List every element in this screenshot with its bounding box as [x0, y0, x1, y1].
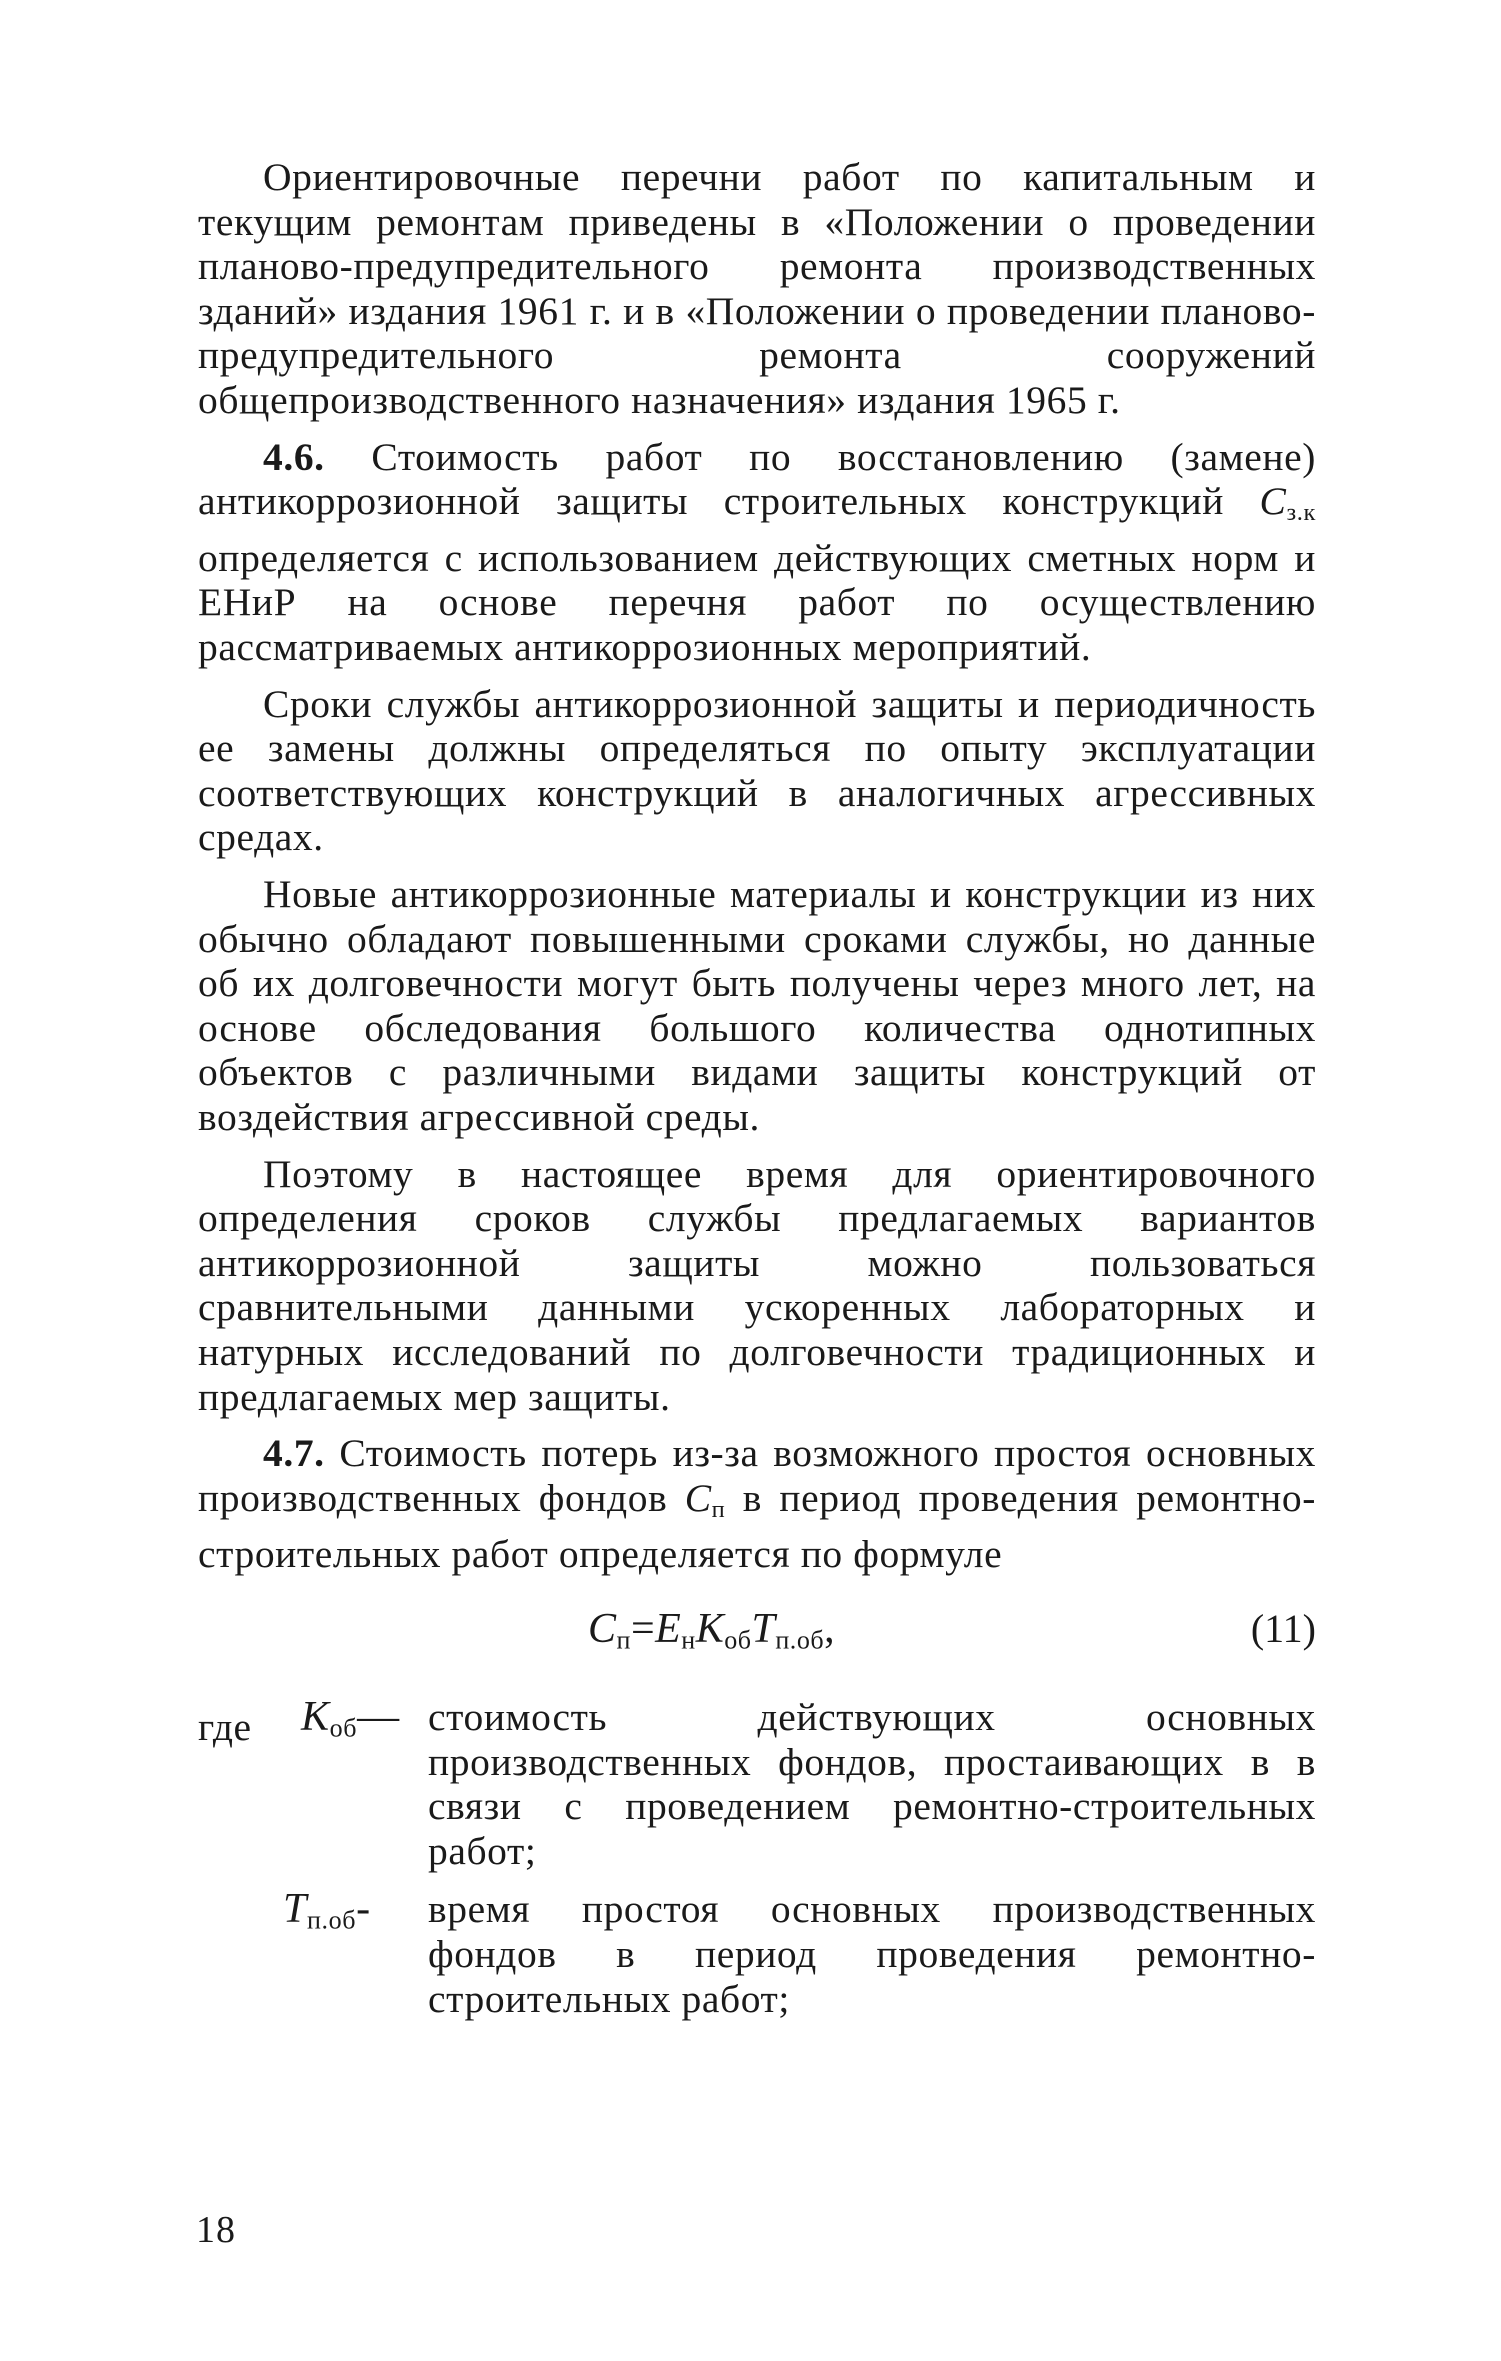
definition-text: стоимость действующих основных производственных фондов, простаивающих в в связи с проведением ремонтно-строительных работ;: [428, 1695, 1316, 1873]
paragraph-therefore: Поэтому в настоящее время для ориентировочного определения сроков службы предлагаемых вариантов антикоррозионной защиты можно пользоваться сравнительными данными ускоренных лабораторных и натурных исследований по долговечности традиционных и предлагаемых мер защиты.: [198, 1151, 1316, 1419]
paragraph-4-6: 4.6. Стоимость работ по восстановлению (замене) антикоррозионной защиты строительных конструкций $C_{з.к}$ определяется с использованием действующих сметных норм и ЕНиР на основе перечня работ по осуществлению рассматриваемых антикоррозионных мероприятий.: [198, 434, 1316, 670]
definition-text: время простоя основных производственных фондов в период проведения ремонтно-строительных работ;: [428, 1887, 1316, 2021]
definitions-list: [198, 1695, 1316, 2021]
paragraph-4-7: 4.7. Стоимость потерь из-за возможного простоя основных производственных фондов $C_п$ в период проведения ремонтно-строительных работ определяется по формуле: [198, 1431, 1316, 1577]
formula-11: [198, 1593, 1316, 1677]
symbol-c-zk: $C_{з.к}$: [1259, 479, 1316, 527]
page-number: 18: [196, 2209, 236, 2251]
definition-t-pob: [198, 1887, 1316, 2021]
paragraph-service-life: Сроки службы антикоррозионной защиты и периодичность ее замены должны определяться по опыту эксплуатации соответствующих конструкций в аналогичных агрессивных средах.: [198, 681, 1316, 860]
symbol-k-ob: $K_{об}—$: [301, 1694, 400, 1743]
paragraph-new-materials: Новые антикоррозионные материалы и конструкции из них обычно обладают повышенными сроками службы, но данные об их долговечности могут быть получены через много лет, на основе обследования большого количества однотипных объектов с различными видами защиты конструкций от воздействия агрессивной среды.: [198, 872, 1316, 1139]
equation-number: (11): [1250, 1606, 1316, 1652]
formula-expression: $C_п=E_нK_{об}T_{п.об}$,: [588, 1606, 836, 1655]
page-content: [198, 155, 1316, 2035]
symbol-t-pob: $T_{п.об}-$: [283, 1886, 371, 1935]
definition-k-ob: [198, 1695, 1316, 1873]
section-number-4-6: 4.6.: [263, 434, 325, 479]
paragraph-repair-lists: Ориентировочные перечни работ по капитальным и текущим ремонтам приведены в «Положении о проведении планово-предупредительного ремонта производственных зданий» издания 1961 г. и в «Положении о проведении планово-предупредительного ремонта сооружений общепроизводственного назначения» издания 1965 г.: [198, 155, 1316, 422]
symbol-c-p: $C_п$: [684, 1475, 726, 1523]
section-number-4-7: 4.7.: [263, 1431, 325, 1476]
where-word: где: [198, 1705, 252, 1750]
